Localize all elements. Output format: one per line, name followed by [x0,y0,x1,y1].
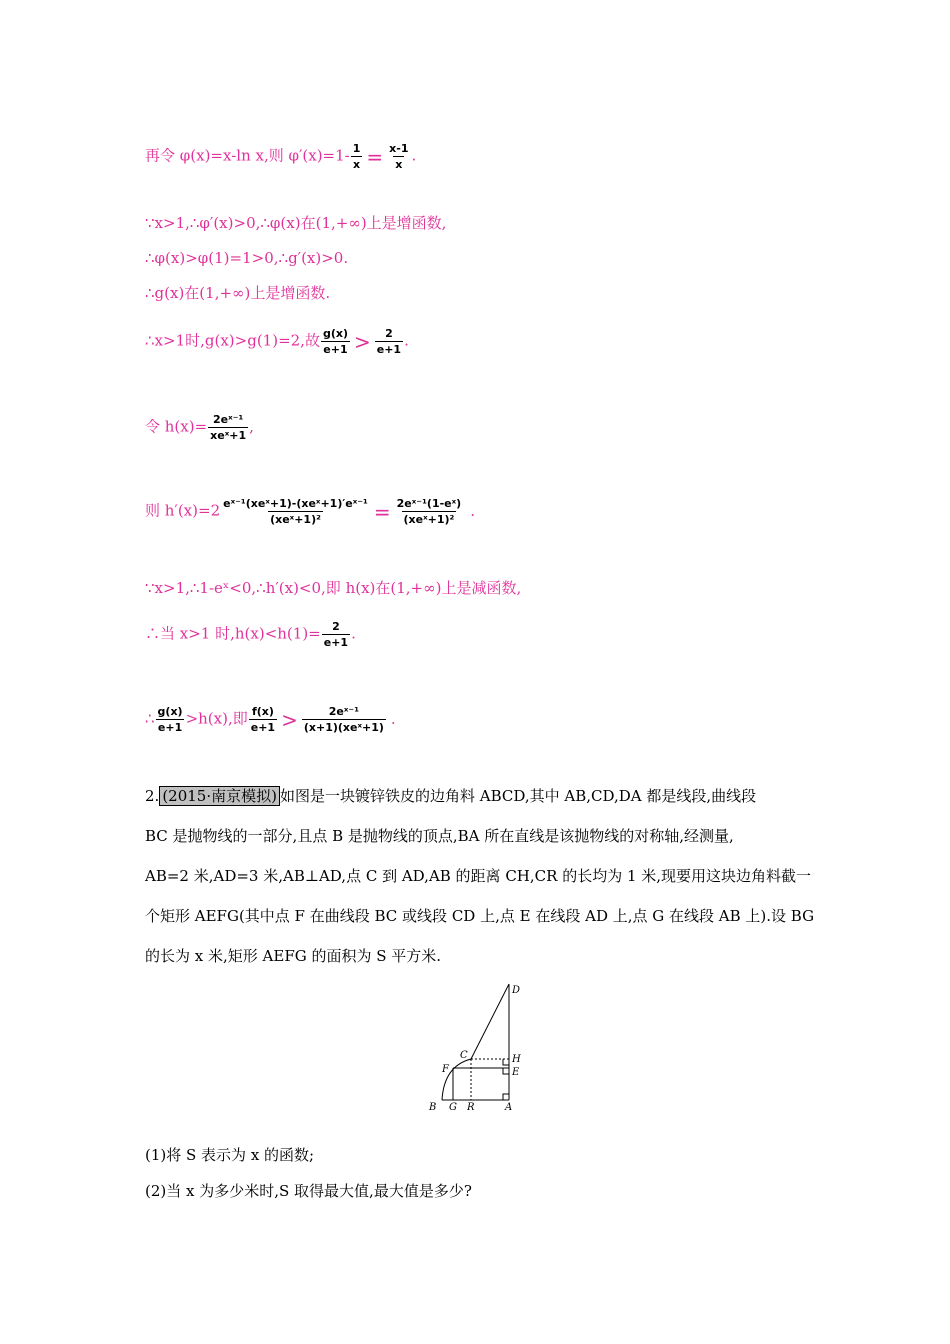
denominator: (xeˣ+1)² [403,513,455,526]
text: ∴ [145,709,155,728]
equals-sign: = [366,144,384,169]
segment-CD [471,984,509,1059]
greater-sign: > [353,329,371,354]
numerator: f(x) [251,705,274,718]
geometry-figure [420,982,540,1114]
fraction [302,705,386,734]
numerator: 2 [385,327,393,340]
text: >h(x),即 [185,709,248,728]
fraction [375,327,403,356]
numerator: 2eˣ⁻¹ [328,705,360,718]
denominator: x [395,158,403,171]
right-angle-H [503,1059,509,1065]
fraction [321,327,350,356]
label-H: H [512,1054,521,1065]
solution-line-7 [145,497,475,526]
denominator: xeˣ+1 [210,429,247,442]
question-2: (2)当 x 为多少米时,S 取得最大值,最大值是多少? [145,1182,472,1200]
denominator: (x+1)(xeˣ+1) [303,721,384,734]
numerator: 2eˣ⁻¹ [213,413,244,426]
text: . [390,709,396,728]
solution-line-6 [145,413,254,442]
fraction [208,413,248,442]
fraction [156,705,185,734]
text: ∴x>1时,g(x)>g(1)=2,故 [145,331,320,350]
problem-number: 2. [145,787,160,805]
problem-line-1 [145,786,756,806]
right-angle-A [503,1094,509,1100]
denominator: e+1 [323,343,348,356]
problem-line-3: AB=2 米,AD=3 米,AB⊥AD,点 C 到 AD,AB 的距离 CH,CR 的长均为 1 米,现要用这块边角料截一 [145,867,812,885]
solution-line-9 [145,620,356,649]
label-G: G [449,1102,457,1113]
numerator: g(x) [157,705,183,718]
numerator: x-1 [389,142,409,155]
text: 则 h′(x)=2 [145,501,221,520]
denominator: e+1 [376,343,402,356]
solution-line-3: ∴φ(x)>φ(1)=1>0,∴g′(x)>0. [145,249,349,267]
solution-line-10 [145,705,396,734]
label-R: R [467,1102,475,1113]
label-A: A [505,1102,513,1113]
text: . [411,146,417,165]
numerator: eˣ⁻¹(xeˣ+1)-(xeˣ+1)′eˣ⁻¹ [223,497,368,510]
label-F: F [442,1064,449,1075]
problem-line-5: 的长为 x 米,矩形 AEFG 的面积为 S 平方米. [145,947,442,965]
text: ∴当 x>1 时,h(x)<h(1)= [145,624,321,643]
question-1: (1)将 S 表示为 x 的函数; [145,1146,315,1164]
fraction [387,142,410,171]
solution-line-2: ∵x>1,∴φ′(x)>0,∴φ(x)在(1,+∞)上是增函数, [145,214,447,232]
denominator: e+1 [157,721,183,734]
numerator: 2eˣ⁻¹(1-eˣ) [396,497,462,510]
solution-line-1 [145,142,416,171]
label-E: E [512,1067,520,1078]
text: , [249,417,254,436]
problem-line-4: 个矩形 AEFG(其中点 F 在曲线段 BC 或线段 CD 上,点 E 在线段 AD 上,点 G 在线段 AB 上).设 BG [145,907,815,925]
text: . [470,501,475,520]
numerator: 2 [332,620,340,633]
label-C: C [460,1050,468,1061]
numerator: g(x) [322,327,348,340]
fraction [322,620,350,649]
denominator: (xeˣ+1)² [270,513,321,526]
equals-sign: = [373,499,391,524]
fraction [351,142,363,171]
fraction [221,497,370,526]
problem-line-2: BC 是抛物线的一部分,且点 B 是抛物线的顶点,BA 所在直线是该抛物线的对称轴,经测量, [145,827,734,845]
denominator: x [353,158,361,171]
text: 令 h(x)= [145,417,208,436]
fraction [249,705,277,734]
denominator: e+1 [250,721,276,734]
text: . [404,331,409,350]
text: . [351,624,356,643]
solution-line-8: ∵x>1,∴1-eˣ<0,∴h′(x)<0,即 h(x)在(1,+∞)上是减函数, [145,579,522,597]
solution-line-4: ∴g(x)在(1,+∞)上是增函数. [145,284,331,302]
greater-sign: > [281,707,298,732]
problem-text: 如图是一块镀锌铁皮的边角料 ABCD,其中 AB,CD,DA 都是线段,曲线段 [279,787,757,805]
fraction [395,497,464,526]
source-tag: (2015·南京模拟) [159,786,280,806]
denominator: e+1 [323,636,349,649]
solution-line-5 [145,327,409,356]
right-angle-E [503,1068,509,1074]
text: 再令 φ(x)=x-ln x,则 φ′(x)=1- [145,146,350,165]
label-D: D [512,985,521,996]
label-B: B [429,1102,437,1113]
numerator: 1 [352,142,361,155]
